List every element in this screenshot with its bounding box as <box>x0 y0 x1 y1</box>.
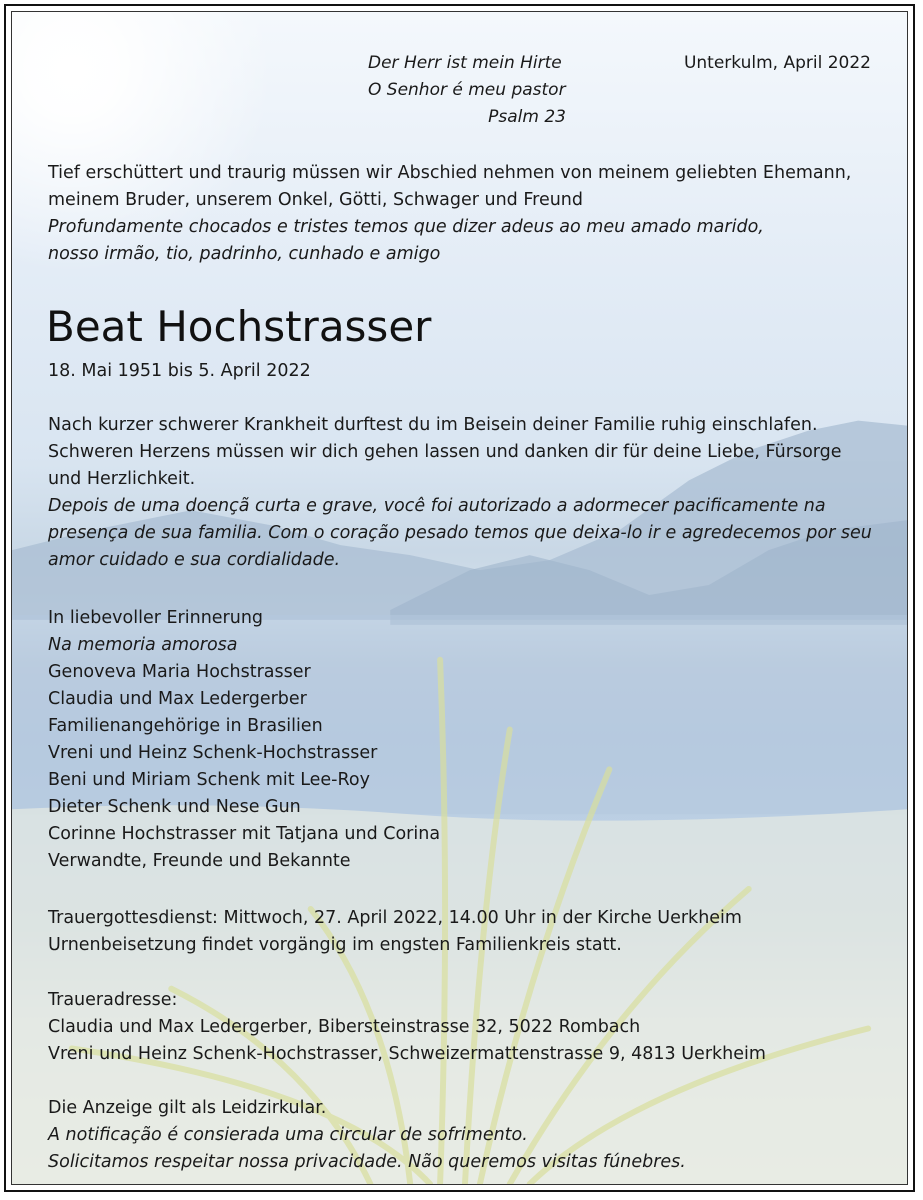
obituary-content <box>12 12 907 1184</box>
message-pt-line: Depois de uma doençã curta e grave, você foi autorizado a adormecer pacificamente na <box>48 496 826 516</box>
message-de-line: Nach kurzer schwerer Krankheit durftest du im Beisein deiner Familie ruhig einschlafen. <box>48 415 818 435</box>
intro-de-line: meinem Bruder, unserem Onkel, Götti, Schwager und Freund <box>48 190 583 210</box>
address-heading: Traueradresse: <box>48 990 178 1010</box>
message-text <box>48 412 898 574</box>
place-date: Unterkulm, April 2022 <box>683 53 871 73</box>
psalm-reference: Psalm 23 <box>488 107 566 127</box>
message-de-line: und Herzlichkeit. <box>48 469 196 489</box>
mourner-name: Genoveva Maria Hochstrasser <box>48 662 311 682</box>
address-line: Claudia und Max Ledergerber, Bibersteinstrasse 32, 5022 Rombach <box>48 1017 641 1037</box>
address-line: Vreni und Heinz Schenk-Hochstrasser, Schweizermattenstrasse 9, 4813 Uerkheim <box>48 1044 766 1064</box>
mourner-name: Vreni und Heinz Schenk-Hochstrasser <box>48 743 378 763</box>
mourners-list <box>48 605 898 875</box>
mourner-name: Beni und Miriam Schenk mit Lee-Roy <box>48 770 370 790</box>
motto-german: Der Herr ist mein Hirte <box>368 53 562 73</box>
mourner-name: Dieter Schenk und Nese Gun <box>48 797 301 817</box>
closing-pt-line: A notificação é consierada uma circular de sofrimento. <box>48 1125 528 1145</box>
mourning-address <box>48 987 898 1068</box>
intro-de-line: Tief erschüttert und traurig müssen wir Abschied nehmen von meinem geliebten Ehemann, <box>48 163 852 183</box>
closing-note <box>48 1095 898 1176</box>
deceased-name: Beat Hochstrasser <box>46 302 432 351</box>
service-info <box>48 905 898 959</box>
life-dates: 18. Mai 1951 bis 5. April 2022 <box>48 361 311 381</box>
mourner-name: Corinne Hochstrasser mit Tatjana und Corina <box>48 824 441 844</box>
mourners-heading-pt: Na memoria amorosa <box>48 635 238 655</box>
mourner-name: Verwandte, Freunde und Bekannte <box>48 851 351 871</box>
mourners-heading-de: In liebevoller Erinnerung <box>48 608 264 628</box>
intro-pt-line: Profundamente chocados e tristes temos que dizer adeus ao meu amado marido, <box>48 217 764 237</box>
mourner-name: Familienangehörige in Brasilien <box>48 716 323 736</box>
motto-block <box>368 50 568 131</box>
background-photo <box>11 11 908 1185</box>
closing-pt-line: Solicitamos respeitar nossa privacidade. Não queremos visitas fúnebres. <box>48 1152 686 1172</box>
motto-portuguese: O Senhor é meu pastor <box>368 80 566 100</box>
mourner-name: Claudia und Max Ledergerber <box>48 689 307 709</box>
message-pt-line: presença de sua familia. Com o coração pesado temos que deixa-lo ir e agredecemos por seu <box>48 523 872 543</box>
outer-frame <box>4 4 915 1192</box>
intro-pt-line: nosso irmão, tio, padrinho, cunhado e amigo <box>48 244 441 264</box>
message-de-line: Schweren Herzens müssen wir dich gehen lassen und danken dir für deine Liebe, Fürsorge <box>48 442 842 462</box>
message-pt-line: amor cuidado e sua cordialidade. <box>48 550 341 570</box>
service-line: Trauergottesdienst: Mittwoch, 27. April 2022, 14.00 Uhr in der Kirche Uerkheim <box>48 908 742 928</box>
service-line: Urnenbeisetzung findet vorgängig im engsten Familienkreis statt. <box>48 935 622 955</box>
intro-text <box>48 160 898 268</box>
closing-de: Die Anzeige gilt als Leidzirkular. <box>48 1098 327 1118</box>
